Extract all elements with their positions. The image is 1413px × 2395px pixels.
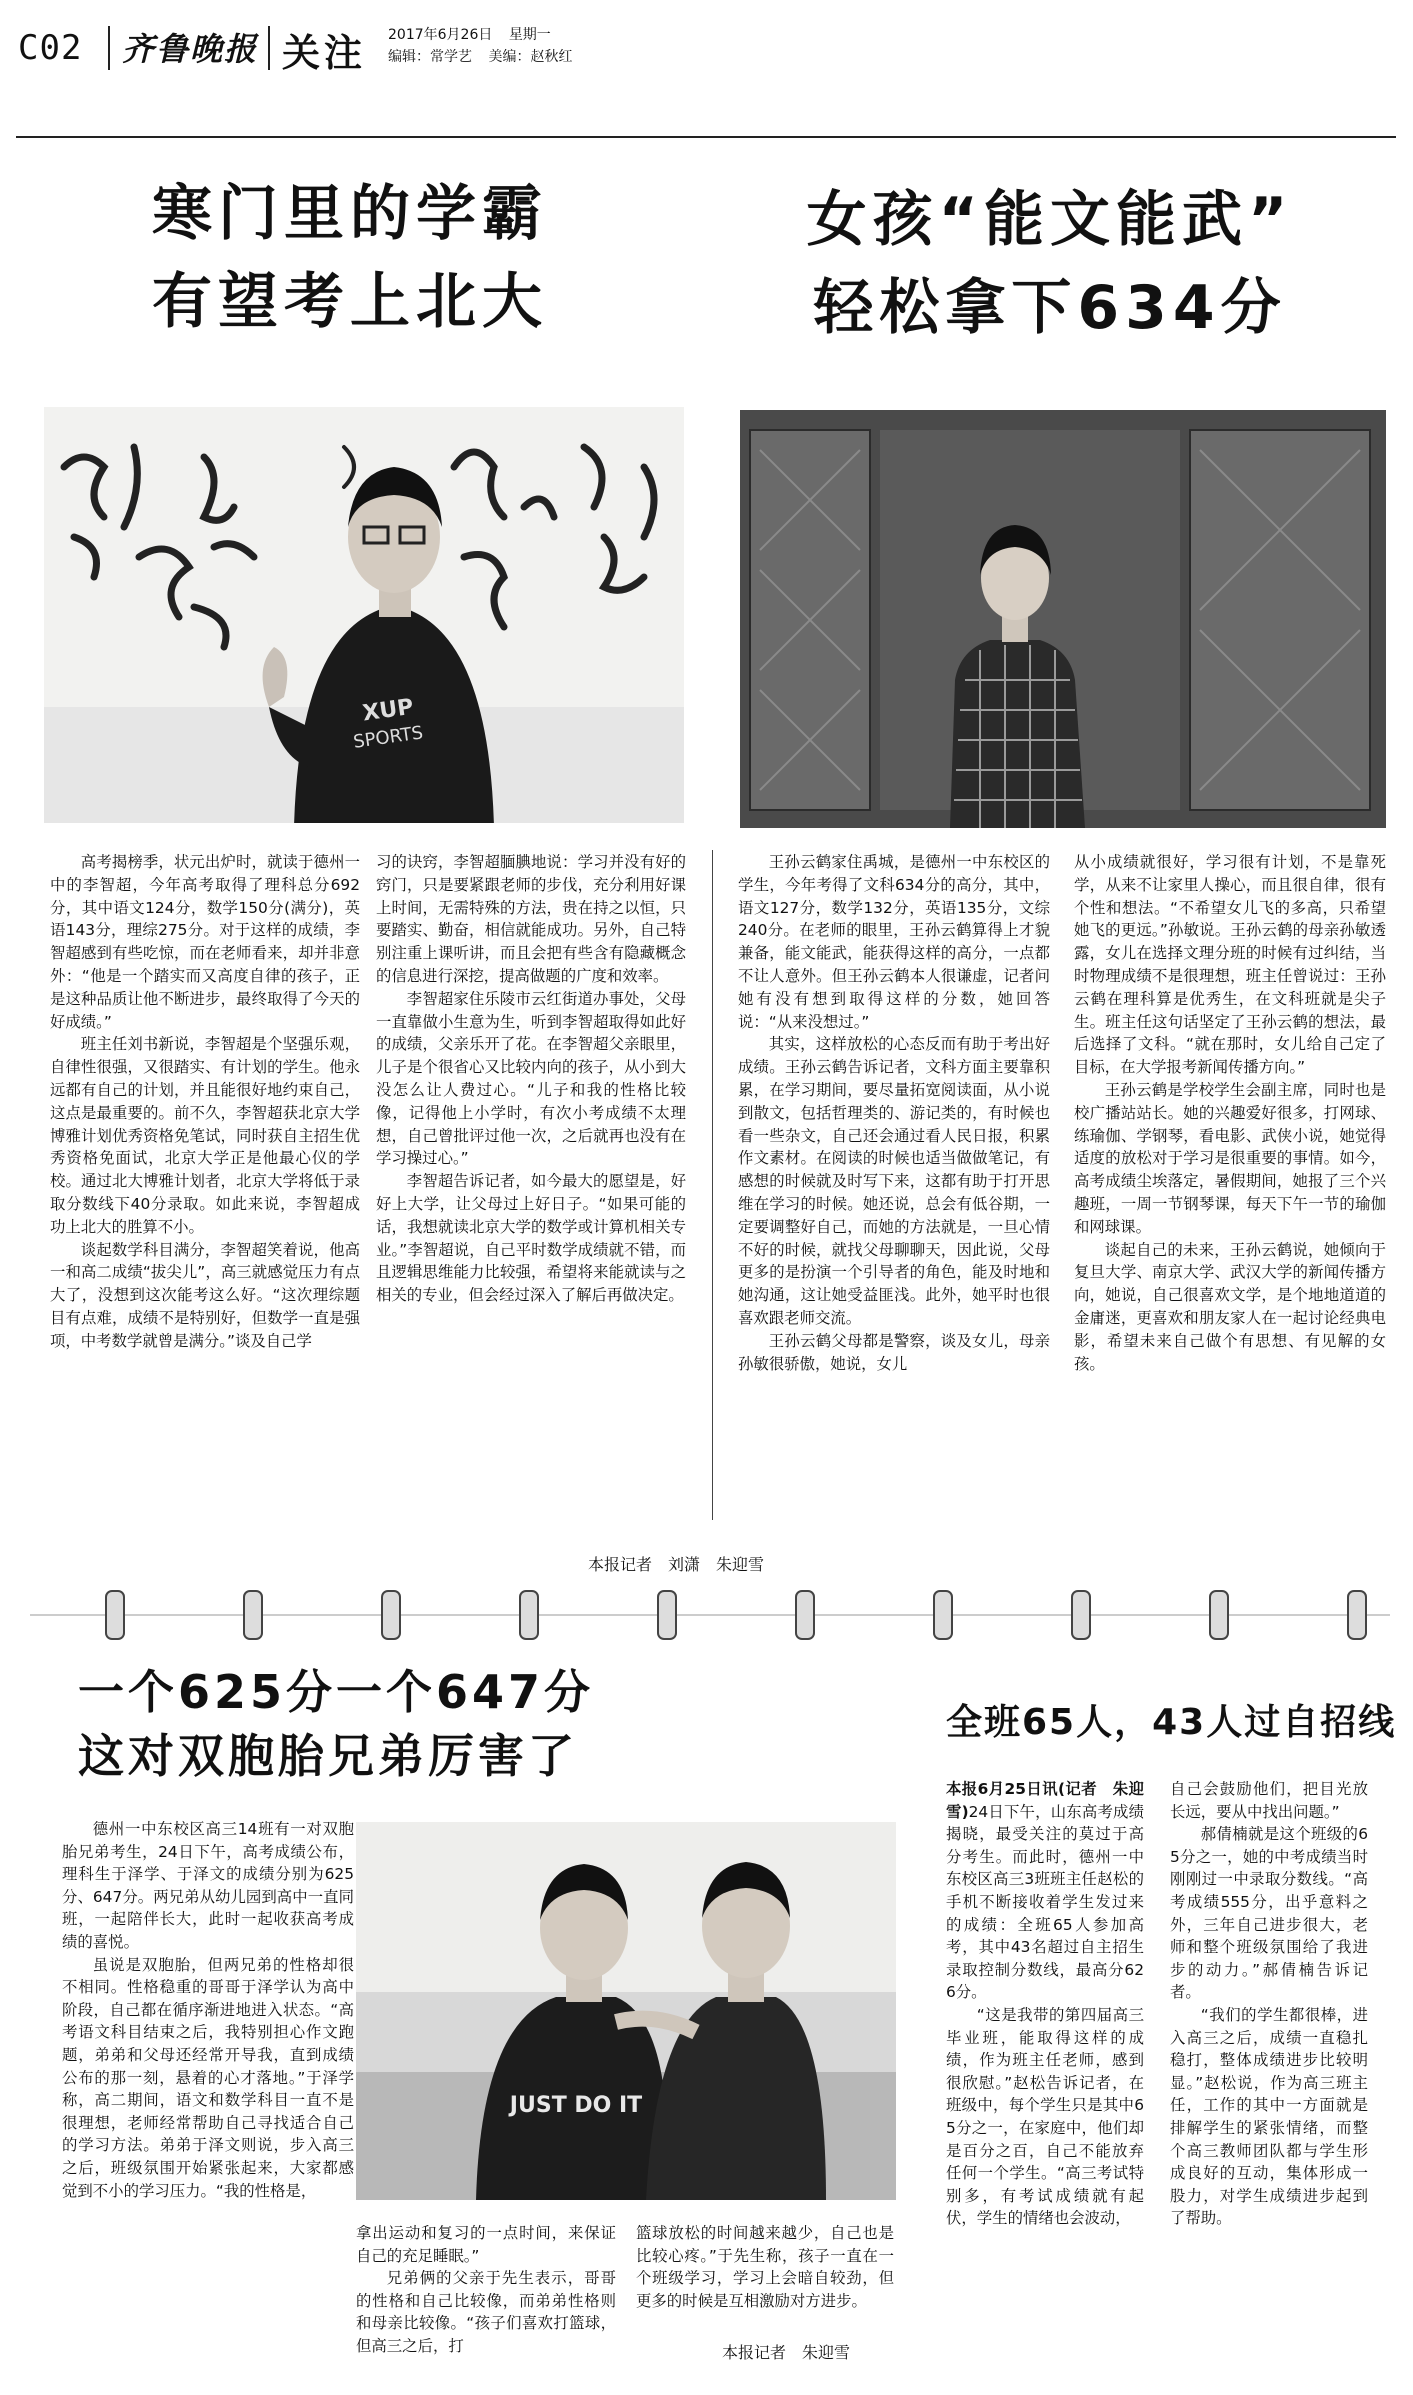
story2-paragraph: 王孙云鹤家住禹城，是德州一中东校区的学生，今年考得了文科634分的高分，其中，语文127分，数学132分，英语135分，文综240分。在老师的眼里，王孙云鹤算得上才貌兼备，能文能武，能获得这样的高分，一点都不让人意外。但王孙云鹤本人很谦虚，记者问她有没有想到取得这样的分数，她回答说：“从来没想过。” <box>738 853 1050 1031</box>
student-portrait-image <box>44 407 684 823</box>
story2-column-1 <box>738 851 1050 1375</box>
story1-paragraph: 李智超家住乐陵市云红街道办事处，父母一直靠做小生意为生，听到李智超取得如此好的成绩，父亲乐开了花。在李智超父亲眼里，儿子是个很省心又比较内向的孩子，从小到大没怎么让人费过心。“儿子和我的性格比较像，记得他上小学时，有次小考成绩不太理想，自己曾批评过他一次，之后就再也没有在学习操过心。” <box>376 989 686 1168</box>
story1-byline: 本报记者 刘潇 朱迎雪 <box>588 1555 765 1574</box>
decorative-divider <box>30 1585 1390 1645</box>
story3-byline: 本报记者 朱迎雪 <box>722 2343 851 2362</box>
ring-icon <box>244 1591 262 1639</box>
ring-icon <box>1210 1591 1228 1639</box>
ring-icon <box>658 1591 676 1639</box>
story3-paragraph: 兄弟俩的父亲于先生表示，哥哥的性格和自己比较像，而弟弟性格则和母亲比较像。“孩子们喜欢打篮球，但高三之后，打 <box>356 2269 616 2355</box>
story1-headline-line1: 寒门里的学霸 <box>152 179 548 249</box>
story1-paragraph: 高考揭榜季，状元出炉时，就读于德州一中的李智超，今年高考取得了理科总分692分，其中语文124分，数学150分(满分)，英语143分，理综275分。对于这样的成绩，李智超感到有些吃惊，而在老师看来，却并非意外：“他是一个踏实而又高度自律的孩子，正是这种品质让他不断进步，最终取得了今天的好成绩。” <box>50 853 360 1031</box>
story2-paragraph: 从小成绩就很好，学习很有计划，不是靠死学，从来不让家里人操心，而且很自律，很有个性和想法。“不希望女儿飞的多高，只希望她飞的更远。”孙敏说。王孙云鹤的母亲孙敏透露，女儿在选择文理分班的时候有过纠结，当时物理成绩不是很理想，班主任曾说过：王孙云鹤在理科算是优秀生，在文科班就是尖子生。班主任这句话坚定了王孙云鹤的想法，最后选择了文科。“就在那时，女儿给自己定了目标，在大学报考新闻传播方向。” <box>1074 853 1386 1077</box>
story2-paragraph: 王孙云鹤父母都是警察，谈及女儿，母亲孙敏很骄傲，她说，女儿 <box>738 1331 1050 1373</box>
story2-headline-line2: 轻松拿下634分 <box>813 273 1287 343</box>
story2-paragraph: 王孙云鹤是学校学生会副主席，同时也是校广播站站长。她的兴趣爱好很多，打网球、练瑜伽、学钢琴，看电影、武侠小说，她觉得适度的放松对于学习是很重要的事情。如今，高考成绩尘埃落定，暑假期间，她报了三个兴趣班，一周一节钢琴课，每天下午一节的瑜伽和网球课。 <box>1074 1080 1386 1236</box>
ring-icon <box>382 1591 400 1639</box>
issue-weekday: 星期一 <box>508 27 551 43</box>
ring-icon <box>796 1591 814 1639</box>
story4-paragraph <box>946 1778 1144 2004</box>
story2-paragraph: 谈起自己的未来，王孙云鹤说，她倾向于复旦大学、南京大学、武汉大学的新闻传播方向，她说，自己很喜欢文学，是个地地道道的金庸迷，更喜欢和朋友家人在一起讨论经典电影，希望未来自己做个有思想、有见解的女孩。 <box>1074 1240 1386 1373</box>
story4-lead: 24日下午，山东高考成绩揭晓，最受关注的莫过于高分考生。而此时，德州一中东校区高三3班班主任赵松的手机不断接收着学生发过来的成绩：全班65人参加高考，其中43名超过自主招生录取控制分数线，最高分626分。 <box>946 1802 1144 2002</box>
ring-divider-icon <box>30 1585 1390 1645</box>
ring-icon <box>1348 1591 1366 1639</box>
story3-paragraph: 虽说是双胞胎，但两兄弟的性格却很不相同。性格稳重的哥哥于泽学认为高中阶段，自己都在循序渐进地进入状态。“高考语文科目结束之后，我特别担心作文跑题，弟弟和父母还经常开导我，直到成绩公布的那一刻，悬着的心才落地。”于泽学称，高二期间，语文和数学科目一直不是很理想，老师经常帮助自己寻找适合自己的学习方法。弟弟于泽文则说，步入高三之后，班级氛围开始紧张起来，大家都感觉到不小的学习压力。“我的性格是， <box>62 1955 354 2200</box>
story3-headline-line2: 这对双胞胎兄弟厉害了 <box>78 1729 578 1783</box>
twins-photo <box>356 1822 896 2200</box>
staff-line <box>388 46 572 66</box>
masthead-rule <box>16 136 1396 138</box>
story2-headline <box>730 176 1370 352</box>
svg-text:XUP: XUP <box>361 694 416 727</box>
story1-paragraph: 班主任刘书新说，李智超是个坚强乐观，自律性很强，又很踏实、有计划的学生。他永远都有自己的计划，并且能很好地约束自己，这点是最重要的。前不久，李智超获北京大学博雅计划优秀资格免笔试，同时获自主招生优秀资格免面试，北京大学正是他最心仪的学校。通过北大博雅计划者，北京大学将低于录取分数线下40分录取。如此来说，李智超成功上北大的胜算不小。 <box>50 1035 360 1236</box>
story3-paragraph: 德州一中东校区高三14班有一对双胞胎兄弟考生，24日下午，高考成绩公布，理科生于泽学、于泽文的成绩分别为625分、647分。两兄弟从幼儿园到高中一直同班，一起陪伴长大，此时一起收获高考成绩的喜悦。 <box>62 1820 354 1951</box>
story3-column-1 <box>62 1818 354 2202</box>
story3-column-3 <box>636 2222 894 2312</box>
story1-paragraph: 习的诀窍，李智超腼腆地说：学习并没有好的窍门，只是要紧跟老师的步伐，充分利用好课上时间，无需特殊的方法，贵在持之以恒，只要踏实、勤奋，相信就能成功。另外，自己特别注重上课听讲，而且会把有些含有隐藏概念的信息进行深挖，提高做题的广度和效率。 <box>376 853 686 985</box>
ring-icon <box>520 1591 538 1639</box>
story3-headline <box>78 1660 594 1788</box>
story1-paragraph: 谈起数学科目满分，李智超笑着说，他高一和高二成绩“拔尖儿”，高三就感觉压力有点大了，没想到这次能考这么好。“这次理综题目有点难，成绩不是特别好，但数学一直是强项，中考数学就曾是满分。”谈及自己学 <box>50 1240 360 1350</box>
story1-headline <box>40 170 660 346</box>
issue-date-line <box>388 24 551 44</box>
story4-paragraph: 郝倩楠就是这个班级的65分之一，她的中考成绩当时刚刚过一中录取分数线。“高考成绩555分，出乎意料之外，三年自己进步很大，老师和整个班级氛围给了我进步的动力。”郝倩楠告诉记者。 <box>1170 1825 1368 2002</box>
page-number: C02 <box>18 28 83 68</box>
editor-credit: 编辑：常学艺 <box>388 49 472 65</box>
story4-paragraph: “我们的学生都很棒，进入高三之后，成绩一直稳扎稳打，整体成绩进步比较明显。”赵松说，作为高三班主任，工作的其中一方面就是排解学生的紧张情绪，而整个高三教师团队都与学生形成良好的互动，集体形成一股力，对学生成绩进步起到了帮助。 <box>1170 2005 1368 2228</box>
column-divider <box>712 850 713 1520</box>
story3-column-2 <box>356 2222 616 2358</box>
ring-icon <box>106 1591 124 1639</box>
svg-text:SPORTS: SPORTS <box>352 722 425 753</box>
story4-dateline: 本报6月25日讯(记者 朱迎雪) <box>946 1780 1144 1821</box>
story3-paragraph: 篮球放松的时间越来越少，自己也是比较心疼。”于先生称，孩子一直在一个班级学习，学习上会暗自较劲，但更多的时候是互相激励对方进步。 <box>636 2224 894 2310</box>
issue-date: 2017年6月26日 <box>388 27 493 43</box>
story4-paragraph: 自己会鼓励他们，把目光放长远，要从中找出问题。” <box>1170 1780 1368 1821</box>
story2-headline-line1: 女孩“能文能武” <box>806 185 1294 255</box>
story2-photo <box>740 410 1386 828</box>
designer-credit: 美编：赵秋红 <box>488 49 573 65</box>
story1-column-1 <box>50 851 360 1353</box>
story1-headline-line2: 有望考上北大 <box>152 267 548 337</box>
story3-headline-line1: 一个625分一个647分 <box>78 1665 595 1719</box>
ring-icon <box>934 1591 952 1639</box>
student-portrait-image <box>740 410 1386 828</box>
svg-text:JUST DO IT: JUST DO IT <box>509 2093 643 2118</box>
story4-headline: 全班65人，43人过自招线 <box>946 1702 1397 1743</box>
story4-paragraph: “这是我带的第四届高三毕业班，能取得这样的成绩，作为班主任老师，感到很欣慰。”赵松告诉记者，在班级中，每个学生只是其中65分之一，在家庭中，他们却是百分之百，自己不能放弃任何一个学生。“高三考试特别多，有考试成绩就有起伏，学生的情绪也会波动， <box>946 2005 1144 2228</box>
story4-column-2 <box>1170 1778 1368 2230</box>
ring-icon <box>1072 1591 1090 1639</box>
section-title: 关注 <box>282 31 367 75</box>
story2-column-2 <box>1074 851 1386 1375</box>
newspaper-logo: 齐鲁晚报 <box>122 30 259 68</box>
masthead-divider <box>268 26 270 70</box>
masthead-divider <box>108 26 110 70</box>
story1-column-2 <box>376 851 686 1307</box>
story1-photo <box>44 407 684 823</box>
story1-paragraph: 李智超告诉记者，如今最大的愿望是，好好上大学，让父母过上好日子。“如果可能的话，我想就读北京大学的数学或计算机相关专业。”李智超说，自己平时数学成绩就不错，而且逻辑思维能力比较强，希望将来能就读与之相关的专业，但会经过深入了解后再做决定。 <box>376 1172 686 1305</box>
story2-paragraph: 其实，这样放松的心态反而有助于考出好成绩。王孙云鹤告诉记者，文科方面主要靠积累，在学习期间，要尽量拓宽阅读面，从小说到散文，包括哲理类的、游记类的，有时候也看一些杂文，自己还会通过看人民日报，积累作文素材。在阅读的时候也适当做做笔记，有感想的时候就及时写下来，这都有助于打开思维在学习的时候。她还说，总会有低谷期，一定要调整好自己，而她的方法就是，一旦心情不好的时候，就找父母聊聊天，因此说，父母更多的是扮演一个引导者的角色，能及时地和她沟通，这让她受益匪浅。此外，她平时也很喜欢跟老师交流。 <box>738 1035 1050 1327</box>
story3-paragraph: 拿出运动和复习的一点时间，来保证自己的充足睡眠。” <box>356 2224 616 2265</box>
twins-portrait-image <box>356 1822 896 2200</box>
story4-column-1 <box>946 1778 1144 2230</box>
